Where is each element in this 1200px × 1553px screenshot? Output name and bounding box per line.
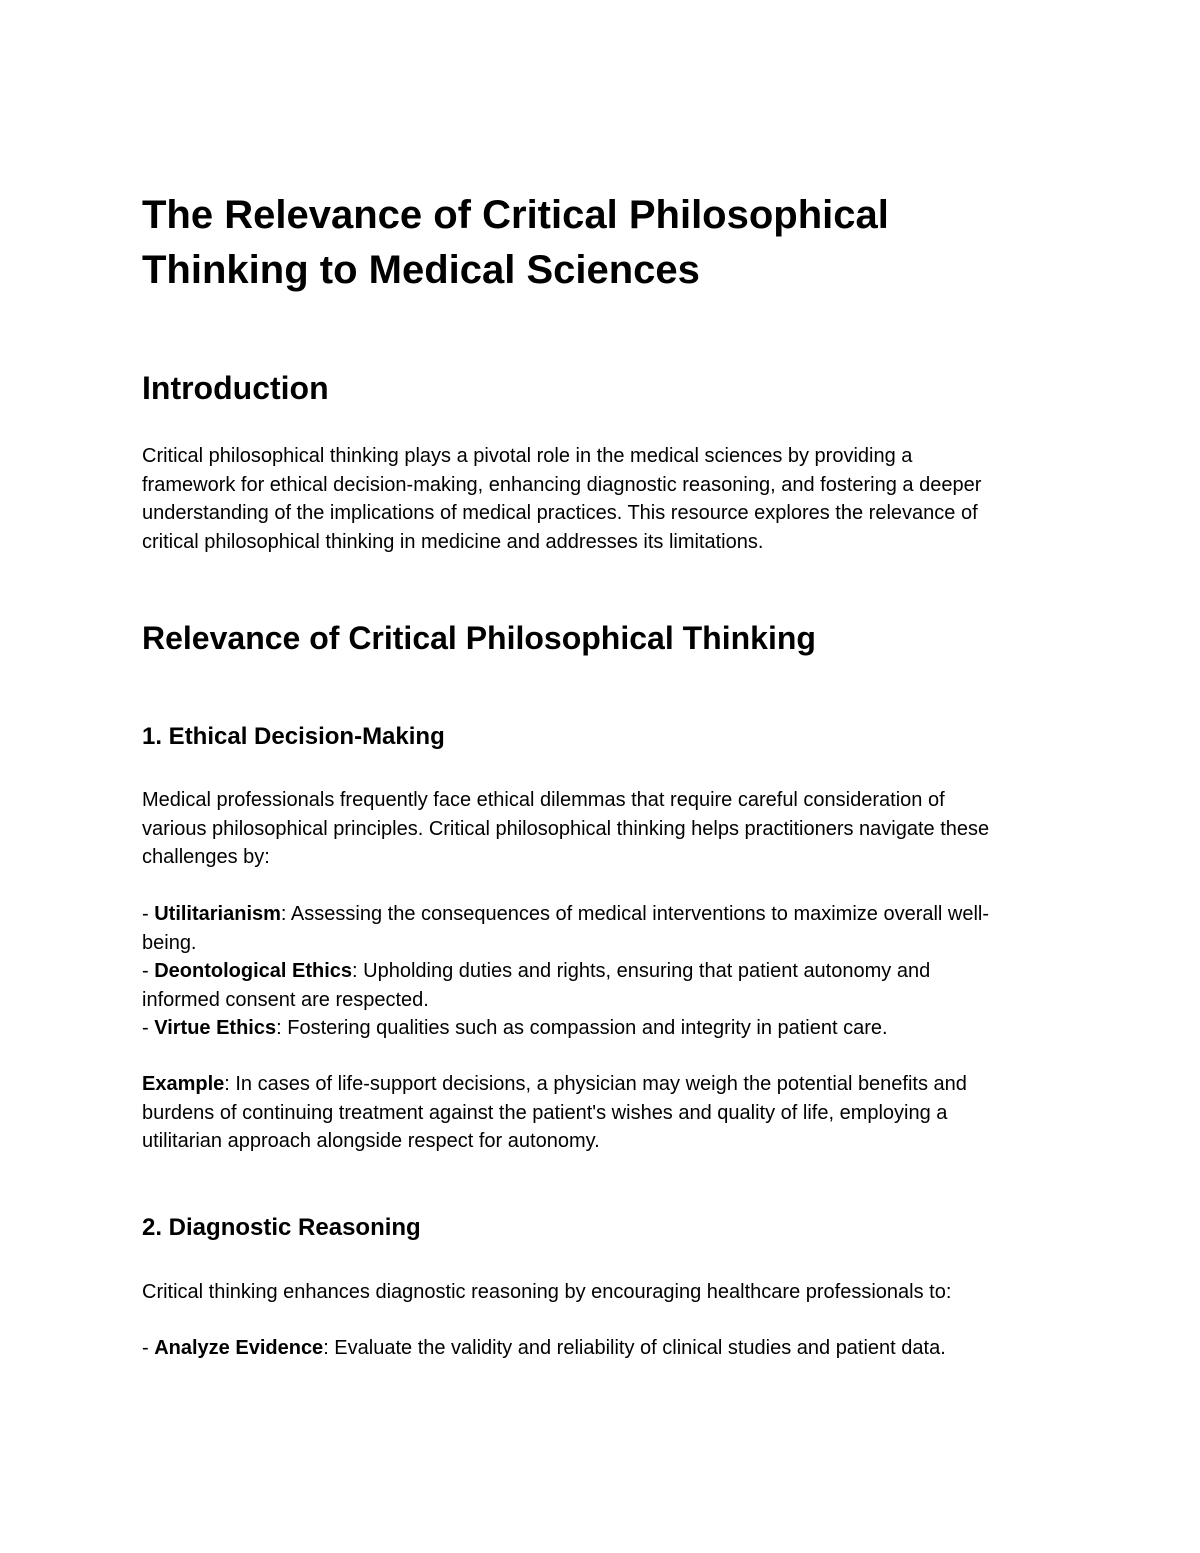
deontological-text-1: : Upholding duties and rights, ensuring that patient autonomy and bbox=[352, 960, 931, 982]
list-dash: - bbox=[142, 903, 155, 925]
example-text-1: : In cases of life-support decisions, a physician may weigh the potential benefits and bbox=[224, 1073, 967, 1095]
list-item-deontological-ethics bbox=[142, 957, 1072, 986]
list-dash: - bbox=[142, 960, 155, 982]
term-utilitarianism: Utilitarianism bbox=[154, 903, 281, 925]
term-virtue-ethics: Virtue Ethics bbox=[154, 1017, 277, 1039]
analyze-evidence-text: : Evaluate the validity and reliability of clinical studies and patient data. bbox=[323, 1337, 946, 1359]
section-1-intro-line-1: Medical professionals frequently face ethical dilemmas that require careful consideration of bbox=[142, 789, 945, 811]
intro-line-4: critical philosophical thinking in medicine and addresses its limitations. bbox=[142, 530, 764, 553]
section-2-intro-paragraph bbox=[142, 1278, 1072, 1307]
intro-line-2: framework for ethical decision-making, enhancing diagnostic reasoning, and fostering a deeper bbox=[142, 473, 982, 496]
utilitarianism-text-1: : Assessing the consequences of medical interventions to maximize overall well- bbox=[280, 903, 990, 925]
list-item-utilitarianism bbox=[142, 900, 1072, 929]
list-item-virtue-ethics bbox=[142, 1014, 1072, 1043]
virtue-text-1: : Fostering qualities such as compassion and integrity in patient care. bbox=[276, 1017, 888, 1039]
title-line-1: The Relevance of Critical Philosophical bbox=[142, 193, 889, 237]
example-line-2: burdens of continuing treatment against the patient's wishes and quality of life, employing a bbox=[142, 1101, 948, 1124]
section-2-heading: 2. Diagnostic Reasoning bbox=[142, 1214, 421, 1241]
section-1-intro-line-3: challenges by: bbox=[142, 846, 270, 868]
section-2-intro-line: Critical thinking enhances diagnostic reasoning by encouraging healthcare professionals to: bbox=[142, 1281, 952, 1303]
section-1-intro-paragraph bbox=[142, 786, 1072, 872]
title-line-2: Thinking to Medical Sciences bbox=[142, 248, 700, 292]
term-deontological-ethics: Deontological Ethics bbox=[154, 960, 353, 982]
section-1-intro-line-2: various philosophical principles. Critical philosophical thinking helps practitioners navigate these bbox=[142, 817, 990, 840]
section-1-heading: 1. Ethical Decision-Making bbox=[142, 723, 445, 750]
example-line-3: utilitarian approach alongside respect for autonomy. bbox=[142, 1130, 600, 1152]
list-item-analyze-evidence bbox=[142, 1334, 1072, 1363]
list-dash: - bbox=[142, 1337, 155, 1359]
list-dash: - bbox=[142, 1017, 155, 1039]
introduction-heading: Introduction bbox=[142, 370, 329, 406]
term-example: Example bbox=[142, 1073, 225, 1095]
example-paragraph bbox=[142, 1070, 1072, 1156]
deontological-text-2: informed consent are respected. bbox=[142, 988, 429, 1011]
term-analyze-evidence: Analyze Evidence bbox=[154, 1337, 324, 1359]
example-line-1 bbox=[142, 1070, 1072, 1099]
intro-line-1: Critical philosophical thinking plays a pivotal role in the medical sciences by providing a bbox=[142, 445, 913, 467]
introduction-paragraph bbox=[142, 442, 1072, 556]
document-title bbox=[142, 188, 1072, 298]
intro-line-3: understanding of the implications of medical practices. This resource explores the relevance of bbox=[142, 502, 978, 524]
relevance-heading: Relevance of Critical Philosophical Thinking bbox=[142, 620, 816, 656]
ethics-list bbox=[142, 900, 1072, 1043]
diagnostic-list bbox=[142, 1334, 1072, 1363]
utilitarianism-text-2: being. bbox=[142, 931, 197, 954]
